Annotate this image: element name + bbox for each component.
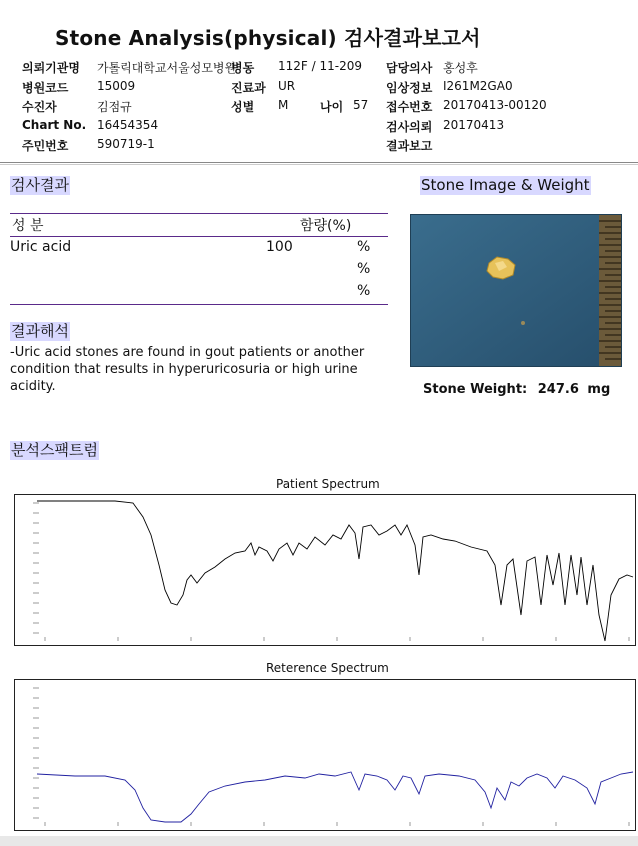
content-column-header: 함량(%) — [300, 218, 352, 234]
page-bottom-bar — [0, 836, 638, 846]
result-unit: % — [357, 239, 371, 255]
chart-no-label: Chart No. — [22, 118, 87, 132]
spectrum-axes — [33, 503, 629, 641]
sex-value: M — [278, 98, 289, 112]
department-value: UR — [278, 79, 296, 93]
component-column-header: 성 분 — [12, 218, 44, 234]
header-divider — [0, 162, 638, 163]
request-date-value: 20170413 — [443, 118, 505, 132]
result-unit: % — [357, 261, 371, 277]
doctor-label: 담당의사 — [386, 61, 433, 75]
report-date-label: 결과보고 — [386, 139, 433, 153]
reference-spectrum-title: Reterence Spectrum — [266, 661, 389, 675]
report-title: Stone Analysis(physical) 검사결과보고서 — [55, 26, 481, 50]
stone-section-title: Stone Image & Weight — [421, 176, 590, 194]
hospital-code-label: 병원코드 — [22, 81, 69, 95]
spectrum-trace — [37, 772, 633, 822]
clinical-info-label: 임상정보 — [386, 81, 433, 95]
id-number-value: 590719-1 — [97, 137, 155, 151]
result-component: Uric acid — [10, 239, 72, 255]
patient-spectrum-title: Patient Spectrum — [276, 477, 380, 491]
stone-photo-image — [411, 215, 621, 366]
patient-spectrum-chart — [14, 494, 636, 646]
receipt-number-value: 20170413-00120 — [443, 98, 547, 112]
spectrum-axes — [33, 688, 629, 826]
request-date-label: 검사의뢰 — [386, 120, 433, 134]
clinical-info-value: I261M2GA0 — [443, 79, 513, 93]
patient-label: 수진자 — [22, 100, 57, 114]
results-section-title: 검사결과 — [11, 176, 69, 194]
reference-spectrum-chart — [14, 679, 636, 831]
ward-value: 112F / 11-209 — [278, 59, 362, 73]
institution-label: 의뢰기관명 — [22, 61, 80, 75]
header-divider-shadow — [0, 164, 638, 165]
doctor-value: 홍성후 — [443, 61, 478, 75]
interpretation-section-title: 결과해석 — [11, 322, 69, 340]
stone-weight-value: 247.6 — [537, 382, 579, 397]
id-number-label: 주민번호 — [22, 139, 69, 153]
age-value: 57 — [353, 98, 369, 112]
stone-weight-label: Stone Weight: — [423, 382, 528, 397]
results-table-top-rule — [10, 213, 388, 214]
ward-label: 병동 — [231, 61, 255, 75]
chart-no-value: 16454354 — [97, 118, 159, 132]
department-label: 진료과 — [231, 81, 266, 95]
result-value: 100 — [266, 239, 293, 255]
stone-photo — [410, 214, 622, 367]
spectrum-trace — [37, 501, 633, 641]
age-label: 나이 — [320, 100, 344, 114]
results-table-bottom-rule — [10, 304, 388, 305]
hospital-code-value: 15009 — [97, 79, 136, 93]
sex-label: 성별 — [231, 100, 255, 114]
stone-weight-unit: mg — [587, 382, 611, 397]
institution-value: 가톨릭대학교서울성모병원 — [97, 61, 237, 75]
receipt-number-label: 접수번호 — [386, 100, 433, 114]
stone-weight — [423, 382, 610, 397]
result-unit: % — [357, 283, 371, 299]
interpretation-text: -Uric acid stones are found in gout patients or another condition that results in hyperuricosuria or high urine acidity. — [10, 345, 365, 394]
results-table-header-rule — [10, 236, 388, 237]
reference-spectrum-plot — [15, 680, 635, 830]
patient-spectrum-plot — [15, 495, 635, 645]
patient-value: 김점규 — [97, 100, 132, 114]
spectrum-section-title: 분석스팩트럼 — [11, 441, 98, 459]
